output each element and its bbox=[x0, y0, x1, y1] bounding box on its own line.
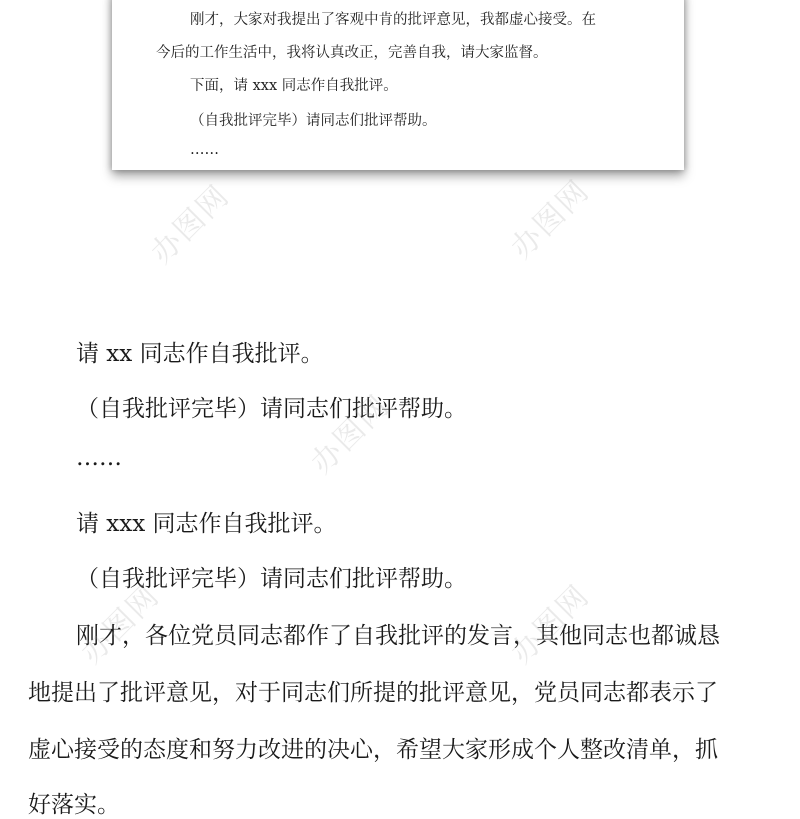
watermark: 办图网 bbox=[504, 578, 597, 671]
body-line-3: …… bbox=[76, 445, 122, 471]
card-line-5: …… bbox=[190, 142, 219, 158]
body-line-5: （自我批评完毕）请同志们批评帮助。 bbox=[76, 566, 467, 592]
watermark: 办图网 bbox=[144, 178, 237, 271]
card-line-1: 刚才，大家对我提出了客观中肯的批评意见，我都虚心接受。在 bbox=[190, 12, 596, 28]
card-line-3: 下面，请 xxx 同志作自我批评。 bbox=[190, 78, 398, 94]
watermark: 办图网 bbox=[504, 173, 597, 266]
body-line-4: 请 xxx 同志作自我批评。 bbox=[76, 511, 337, 537]
body-line-9: 好落实。 bbox=[28, 792, 120, 818]
card-line-4: （自我批评完毕）请同志们批评帮助。 bbox=[190, 113, 437, 129]
document-preview-card bbox=[112, 0, 684, 170]
card-line-2: 今后的工作生活中，我将认真改正，完善自我，请大家监督。 bbox=[156, 45, 548, 61]
body-line-1: 请 xx 同志作自我批评。 bbox=[76, 341, 324, 367]
body-line-8: 虚心接受的态度和努力改进的决心，希望大家形成个人整改清单，抓 bbox=[28, 737, 718, 763]
body-line-6: 刚才，各位党员同志都作了自我批评的发言，其他同志也都诚恳 bbox=[76, 623, 720, 649]
body-line-7: 地提出了批评意见，对于同志们所提的批评意见，党员同志都表示了 bbox=[28, 680, 718, 706]
watermark: 办图网 bbox=[74, 578, 167, 671]
body-line-2: （自我批评完毕）请同志们批评帮助。 bbox=[76, 396, 467, 422]
watermark: 办图网 bbox=[304, 388, 397, 481]
